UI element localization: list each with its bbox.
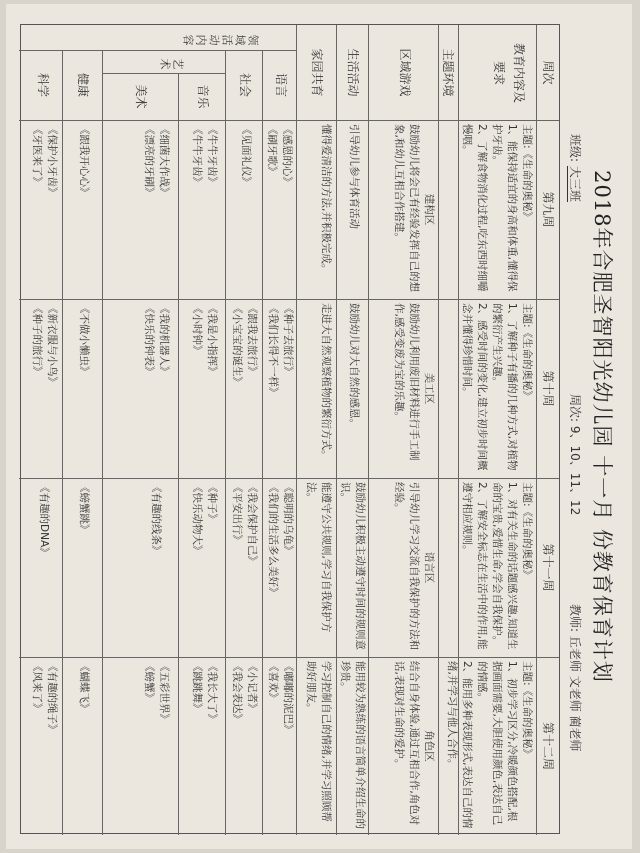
area-name: 建构区	[423, 193, 435, 226]
week-science	[29, 124, 59, 295]
week-area-game	[391, 482, 436, 653]
area-desc: 鼓励幼儿利用废旧材料进行手工制作,感受变废为宝的乐趣。	[393, 303, 420, 461]
activity: 《小宝宝的诞生》	[231, 303, 243, 387]
row-label-art: 艺术	[158, 57, 184, 70]
week-music	[189, 124, 219, 295]
week-label: 周次:	[568, 394, 582, 423]
activity: 《喜欢》	[267, 661, 279, 703]
week-area-game	[391, 303, 436, 474]
activity: 《保护小牙齿》	[46, 124, 58, 198]
table-vline	[19, 120, 559, 121]
week-social	[229, 303, 259, 474]
activity: 《我们长得不一样》	[267, 303, 279, 398]
class-value: 大三班	[568, 165, 582, 202]
activity: 《小记者》	[246, 661, 258, 714]
week-goals	[459, 124, 534, 295]
goal-line: 1、对有关生命的话题感兴趣,知道生命的宝贵,爱惜生命,学会自我保护。	[491, 482, 518, 650]
week-language	[264, 124, 294, 295]
table-hline	[62, 50, 63, 835]
week-music	[189, 303, 219, 474]
activity: 《螃蟹》	[143, 661, 155, 703]
activity: 《有趣的线条》	[150, 482, 162, 556]
row-label-week: 周次	[541, 60, 555, 85]
week-life: 引导幼儿参与体育活动	[348, 124, 360, 229]
row-label-life: 生活活动	[346, 48, 360, 97]
document-page	[6, 4, 632, 849]
document-title: 2018年合肥圣智阳光幼儿园 十一月 份教育保育计划	[590, 170, 614, 683]
week-home: 懂得爱清洁的方法,并积极完成。	[320, 124, 332, 275]
week-header: 第十二周	[541, 721, 555, 770]
row-label-fine-art: 美术	[134, 84, 148, 109]
goal-line: 2、能用多种表现形式,表达自己的情绪,并学习与他人合作。	[446, 661, 473, 829]
row-label-music: 音乐	[196, 84, 210, 109]
table-vline	[19, 478, 559, 479]
teacher-label: 教师:	[568, 604, 582, 633]
week-health	[76, 482, 91, 653]
table-hline	[368, 25, 369, 835]
activity: 《我是小指挥》	[206, 303, 218, 377]
week-header: 第九周	[541, 191, 555, 228]
week-language	[265, 303, 295, 474]
goal-line: 2、感受时间的变化,建立初步时间概念并懂得珍惜时间。	[461, 303, 488, 471]
goal-line: 主题:《生命的奥秘》	[521, 303, 533, 402]
area-name: 语言区	[423, 551, 435, 584]
week-language	[265, 661, 295, 831]
week-header: 第十一周	[541, 543, 555, 592]
goal-line: 2、了解食物消化过程,吃东西时细嚼慢咽。	[461, 124, 488, 292]
table-vline	[19, 657, 559, 658]
week-goals	[459, 303, 534, 474]
teacher-info	[567, 604, 584, 752]
area-desc: 结合自身体验,通过互相合作,角色对话,表现对生命的爱护。	[393, 661, 420, 826]
row-label-goals: 教育内容及要求	[492, 43, 526, 104]
table-hline	[262, 50, 263, 835]
activity: 《我们的生活多么美好》	[267, 482, 279, 598]
table-vline	[19, 50, 297, 51]
activity: 《有趣的DNA》	[38, 482, 50, 558]
activity: 《嘟嘟的泥巴》	[282, 661, 294, 735]
table-hline	[296, 25, 297, 835]
activity: 《牙医来了》	[31, 124, 43, 187]
week-science	[29, 303, 59, 474]
week-health	[76, 661, 91, 831]
activity: 《我会表达》	[231, 661, 243, 724]
activity: 《见面礼仪》	[240, 124, 252, 187]
activity: 《有趣的绳子》	[46, 661, 58, 735]
activity: 《种子》	[206, 482, 218, 524]
row-label-health: 健康	[76, 72, 90, 97]
week-home: 走进大自然观察植物的繁衍方式。	[320, 303, 332, 461]
area-desc: 鼓励幼儿将会已有经验发挥自己的想象,和幼儿互相合作搭建。	[393, 124, 420, 292]
week-header: 第十周	[541, 370, 555, 407]
week-science	[36, 482, 51, 653]
rotated-document	[6, 4, 632, 849]
week-social	[229, 661, 259, 831]
week-fine-art	[141, 124, 171, 295]
week-area-game	[391, 661, 436, 831]
area-name: 角色区	[423, 730, 435, 762]
week-value: 9、10、11、12	[568, 425, 582, 516]
activity: 《我会保护自己》	[246, 482, 258, 566]
table-vline	[19, 299, 559, 300]
activity: 《我的机器人》	[158, 303, 170, 377]
area-name: 美工区	[423, 372, 435, 405]
week-health	[76, 124, 91, 295]
activity: 《新衣服与小鸟》	[46, 303, 58, 387]
week-health	[76, 303, 91, 474]
goal-line: 1、能保持适宜的身高和体重,懂得保护牙齿。	[491, 124, 518, 292]
activity: 《快乐动物大》	[191, 482, 203, 556]
goal-line: 1、了解种子有播的几种方式,对植物的繁衍产生兴趣。	[491, 303, 518, 471]
activity: 《风来了》	[31, 661, 43, 714]
activity: 《种子去旅行》	[282, 303, 294, 377]
activity: 《跟我开心心》	[78, 124, 90, 198]
table-hline	[438, 25, 439, 835]
activity: 《牛牛牙齿》	[191, 124, 203, 187]
week-fine-art	[148, 482, 163, 653]
row-label-language: 语言	[274, 72, 288, 97]
activity: 《跟我去旅行》	[246, 303, 258, 377]
activity: 《不做小懒虫》	[78, 303, 90, 377]
week-fine-art	[141, 303, 171, 474]
week-life: 鼓励幼儿对大自然的感恩。	[348, 303, 360, 429]
activity: 《蝴蝶飞》	[78, 661, 90, 714]
week-goals	[459, 482, 534, 653]
week-fine-art	[141, 661, 171, 831]
table-hline	[178, 73, 179, 835]
activity: 《跳跳舞》	[191, 661, 203, 714]
activity: 《螃蟹跳》	[78, 482, 90, 535]
activity: 《小时钟》	[191, 303, 203, 356]
week-life: 鼓励幼儿积极主动遵守时间的规则意识。	[339, 482, 366, 650]
row-label-domain-group: 领域活动内容	[181, 33, 259, 46]
week-home: 学习控制自己的情绪,并学习照顾帮助好朋友。	[305, 661, 332, 822]
row-label-science: 科学	[36, 72, 50, 97]
week-life: 能用较为熟练的语言简单介绍生命的珍贵。	[339, 661, 366, 829]
week-music	[189, 661, 219, 831]
week-goals	[444, 661, 534, 831]
activity: 《细菌大作战》	[158, 124, 170, 198]
week-science	[29, 661, 59, 831]
row-label-area-games: 区域游戏	[398, 48, 412, 97]
table-hline	[536, 25, 537, 835]
activity: 《平安出行》	[231, 482, 243, 545]
week-social	[238, 124, 253, 295]
week-area-game	[391, 124, 436, 295]
week-info	[567, 394, 584, 515]
week-home: 能遵守公共规则,学习自我保护方法。	[305, 482, 332, 633]
goal-line: 2、了解安全标志在生活中的作用,能遵守相应规则。	[461, 482, 488, 650]
activity: 《我长大了》	[206, 661, 218, 724]
table-hline	[225, 50, 226, 835]
plan-table	[20, 24, 560, 834]
row-label-social: 社会	[238, 72, 252, 97]
activity: 《感恩的心》	[281, 124, 293, 187]
teacher-value: 丘老师 文老师 蔺老师	[568, 635, 582, 752]
row-label-home: 家园共育	[310, 48, 324, 97]
class-info	[567, 134, 584, 202]
goal-line: 主题:《生命的奥秘》	[521, 482, 533, 581]
goal-line: 主题:《生命的奥秘》	[521, 124, 533, 223]
activity: 《五彩世界》	[158, 661, 170, 724]
class-label: 班级:	[568, 134, 582, 163]
row-label-theme-env: 主题环境	[441, 48, 455, 97]
week-music	[189, 482, 219, 653]
activity: 《种子的旅行》	[31, 303, 43, 377]
activity: 《牛牛牙齿》	[206, 124, 218, 187]
area-desc: 引导幼儿学习交流自我保护的方法和经验。	[393, 482, 420, 650]
week-social	[229, 482, 259, 653]
activity: 《刷牙歌》	[266, 124, 278, 177]
activity: 《漂亮的牙刷》	[143, 124, 155, 198]
activity: 《聪明的乌龟》	[282, 482, 294, 556]
activity: 《快乐的钟表》	[143, 303, 155, 377]
table-hline	[102, 50, 103, 835]
goal-line: 主题:《生命的奥秘》	[521, 661, 533, 760]
goal-line: 1、初步学习区分,冷暖颜色搭配,根据画面需要,大胆使用颜色,表达自己的情感。	[476, 661, 518, 826]
week-language	[265, 482, 295, 653]
